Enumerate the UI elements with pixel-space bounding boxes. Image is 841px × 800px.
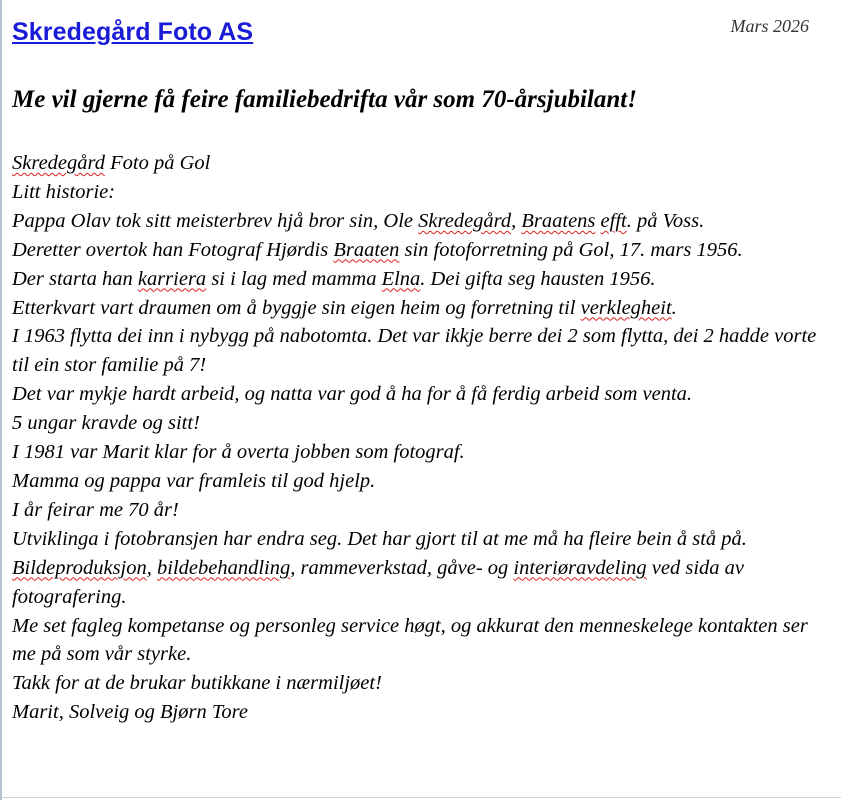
misspelled-word[interactable]: efft	[600, 209, 627, 232]
document-body[interactable]	[12, 149, 834, 727]
misspelled-word[interactable]: Elna	[381, 267, 421, 290]
misspelled-word[interactable]: verklegheit	[580, 296, 672, 319]
misspelled-word[interactable]: Skredegård	[12, 152, 105, 174]
text-line	[12, 265, 834, 294]
misspelled-word[interactable]: Braatens	[521, 209, 596, 232]
text-span: . Dei gifta seg hausten 1956.	[420, 267, 656, 290]
text-span: Etterkvart vart draumen om å byggje sin eigen heim og forretning til	[12, 296, 581, 319]
text-span: . på Voss.	[626, 209, 705, 232]
text-line	[12, 554, 834, 612]
misspelled-word[interactable]: interiøravdeling	[513, 556, 647, 579]
text-line: Det var mykje hardt arbeid, og natta var god å ha for å få ferdig arbeid som venta.	[12, 383, 693, 406]
text-span: si i lag med mamma	[206, 267, 382, 290]
text-span: Der starta han	[12, 267, 138, 290]
text-span: ,	[511, 209, 522, 232]
text-span: .	[671, 296, 677, 319]
text-line: Mamma og pappa var framleis til god hjelp.	[12, 469, 376, 492]
text-line: I år feirar me 70 år!	[12, 498, 179, 521]
text-line	[12, 236, 834, 265]
signature-line: Marit, Solveig og Bjørn Tore	[12, 701, 248, 724]
text-span: Pappa Olav tok sitt meisterbrev hjå bror sin, Ole	[12, 209, 419, 232]
document-header	[12, 18, 821, 52]
text-span: ,	[146, 556, 158, 579]
text-span: , rammeverkstad, gåve- og	[290, 556, 514, 579]
company-name-link[interactable]: Skredegård Foto AS	[12, 18, 254, 46]
page-divider	[2, 797, 841, 798]
headline[interactable]: Me vil gjerne få feire familiebedrifta vår som 70-årsjubilant!	[12, 86, 637, 113]
text-span: Deretter overtok han Fotograf Hjørdis	[12, 238, 334, 261]
misspelled-word[interactable]: Bildeproduksjon	[12, 556, 147, 579]
text-line: I 1963 flytta dei inn i nybygg på nabotomta. Det var ikkje berre dei 2 som flytta, dei 2 hadde vorte til ein stor familie på 7!	[12, 325, 817, 377]
text-line	[12, 207, 834, 236]
misspelled-word[interactable]: Braaten	[333, 238, 400, 261]
text-line	[12, 294, 834, 323]
date-label: Mars 2026	[730, 16, 809, 36]
misspelled-word[interactable]: karriera	[137, 267, 207, 290]
text-line: Me set fagleg kompetanse og personleg service høgt, og akkurat den menneskelege kontakten ser me på som vår styrke.	[12, 614, 808, 666]
text-line: I 1981 var Marit klar for å overta jobben som fotograf.	[12, 441, 465, 464]
misspelled-word[interactable]: bildebehandling	[157, 556, 291, 579]
misspelled-word[interactable]: Skredegård	[418, 209, 512, 232]
text-span: ved sida av fotografering.	[12, 556, 745, 608]
text-line: 5 ungar kravde og sitt!	[12, 412, 200, 435]
text-span: Foto på Gol	[104, 152, 211, 174]
text-line: Litt historie:	[12, 180, 116, 203]
text-line	[12, 149, 834, 178]
text-line: Takk for at de brukar butikkane i nærmiljøet!	[12, 672, 382, 695]
text-line: Utviklinga i fotobransjen har endra seg. Det har gjort til at me må ha fleire bein å stå på.	[12, 527, 747, 550]
text-span: sin fotoforretning på Gol, 17. mars 1956.	[399, 238, 743, 261]
